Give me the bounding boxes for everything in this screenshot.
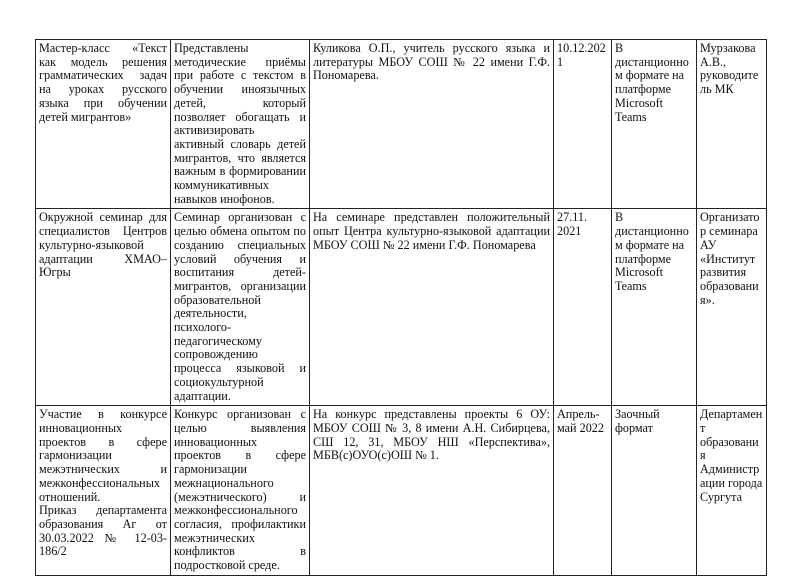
event-cell [36, 406, 171, 575]
table-row [36, 209, 767, 406]
event-title: Участие в конкурсе инновационных проектов в сфере гармонизации межэтнических и межконфессиональных отношений. [39, 407, 167, 504]
participants-cell: Куликова О.П., учитель русского языка и литературы МБОУ СОШ № 22 имени Г.Ф. Пономарева. [310, 40, 554, 209]
event-cell: Мастер-класс «Текст как модель решения грамматических задач на уроках русского языка при обучении детей мигрантов» [36, 40, 171, 209]
table-row [36, 40, 767, 209]
format-cell: В дистанционном формате на платформе Microsoft Teams [612, 209, 697, 406]
format-cell: В дистанционном формате на платформе Microsoft Teams [612, 40, 697, 209]
event-order: Приказ департамента образования Аг от 30.03.2022 № 12-03-186/2 [39, 503, 167, 559]
participants-cell: На семинаре представлен положительный опыт Центра культурно-языковой адаптации МБОУ СОШ № 22 имени Г.Ф. Пономарева [310, 209, 554, 406]
description-cell: Представлены методические приёмы при работе с текстом в обучении иноязычных детей, который позволяет обогащать и активизировать активный словарь детей мигрантов, что является важным в формировании коммуникативных навыков инофонов. [171, 40, 310, 209]
table-row [36, 406, 767, 575]
description-cell: Конкурс организован с целью выявления инновационных проектов в сфере гармонизации межнационального (межэтнического) и межконфессионального согласия, профилактики межэтнических конфликтов в подростковой среде. [171, 406, 310, 575]
date-cell: Апрель-май 2022 [554, 406, 612, 575]
date-cell: 10.12.2021 [554, 40, 612, 209]
organizer-cell: Организатор семинара АУ «Институт развития образования». [697, 209, 767, 406]
event-cell: Окружной семинар для специалистов Центров культурно-языковой адаптации ХМАО–Югры [36, 209, 171, 406]
date-cell: 27.11. 2021 [554, 209, 612, 406]
events-table [35, 39, 767, 576]
description-cell: Семинар организован с целью обмена опытом по созданию специальных условий обучения и воспитания детей-мигрантов, организации образовательной деятельности, психолого-педагогическому сопровождению процесса языковой и социокультурной адаптации. [171, 209, 310, 406]
format-cell: Заочный формат [612, 406, 697, 575]
organizer-cell: Мурзакова А.В., руководитель МК [697, 40, 767, 209]
participants-cell: На конкурс представлены проекты 6 ОУ: МБОУ СОШ № 3, 8 имени А.Н. Сибирцева, СШ 12, 31, МБОУ НШ «Перспектива», МБВ(с)ОУО(с)ОШ № 1. [310, 406, 554, 575]
organizer-cell: Департамент образования Администрации города Сургута [697, 406, 767, 575]
